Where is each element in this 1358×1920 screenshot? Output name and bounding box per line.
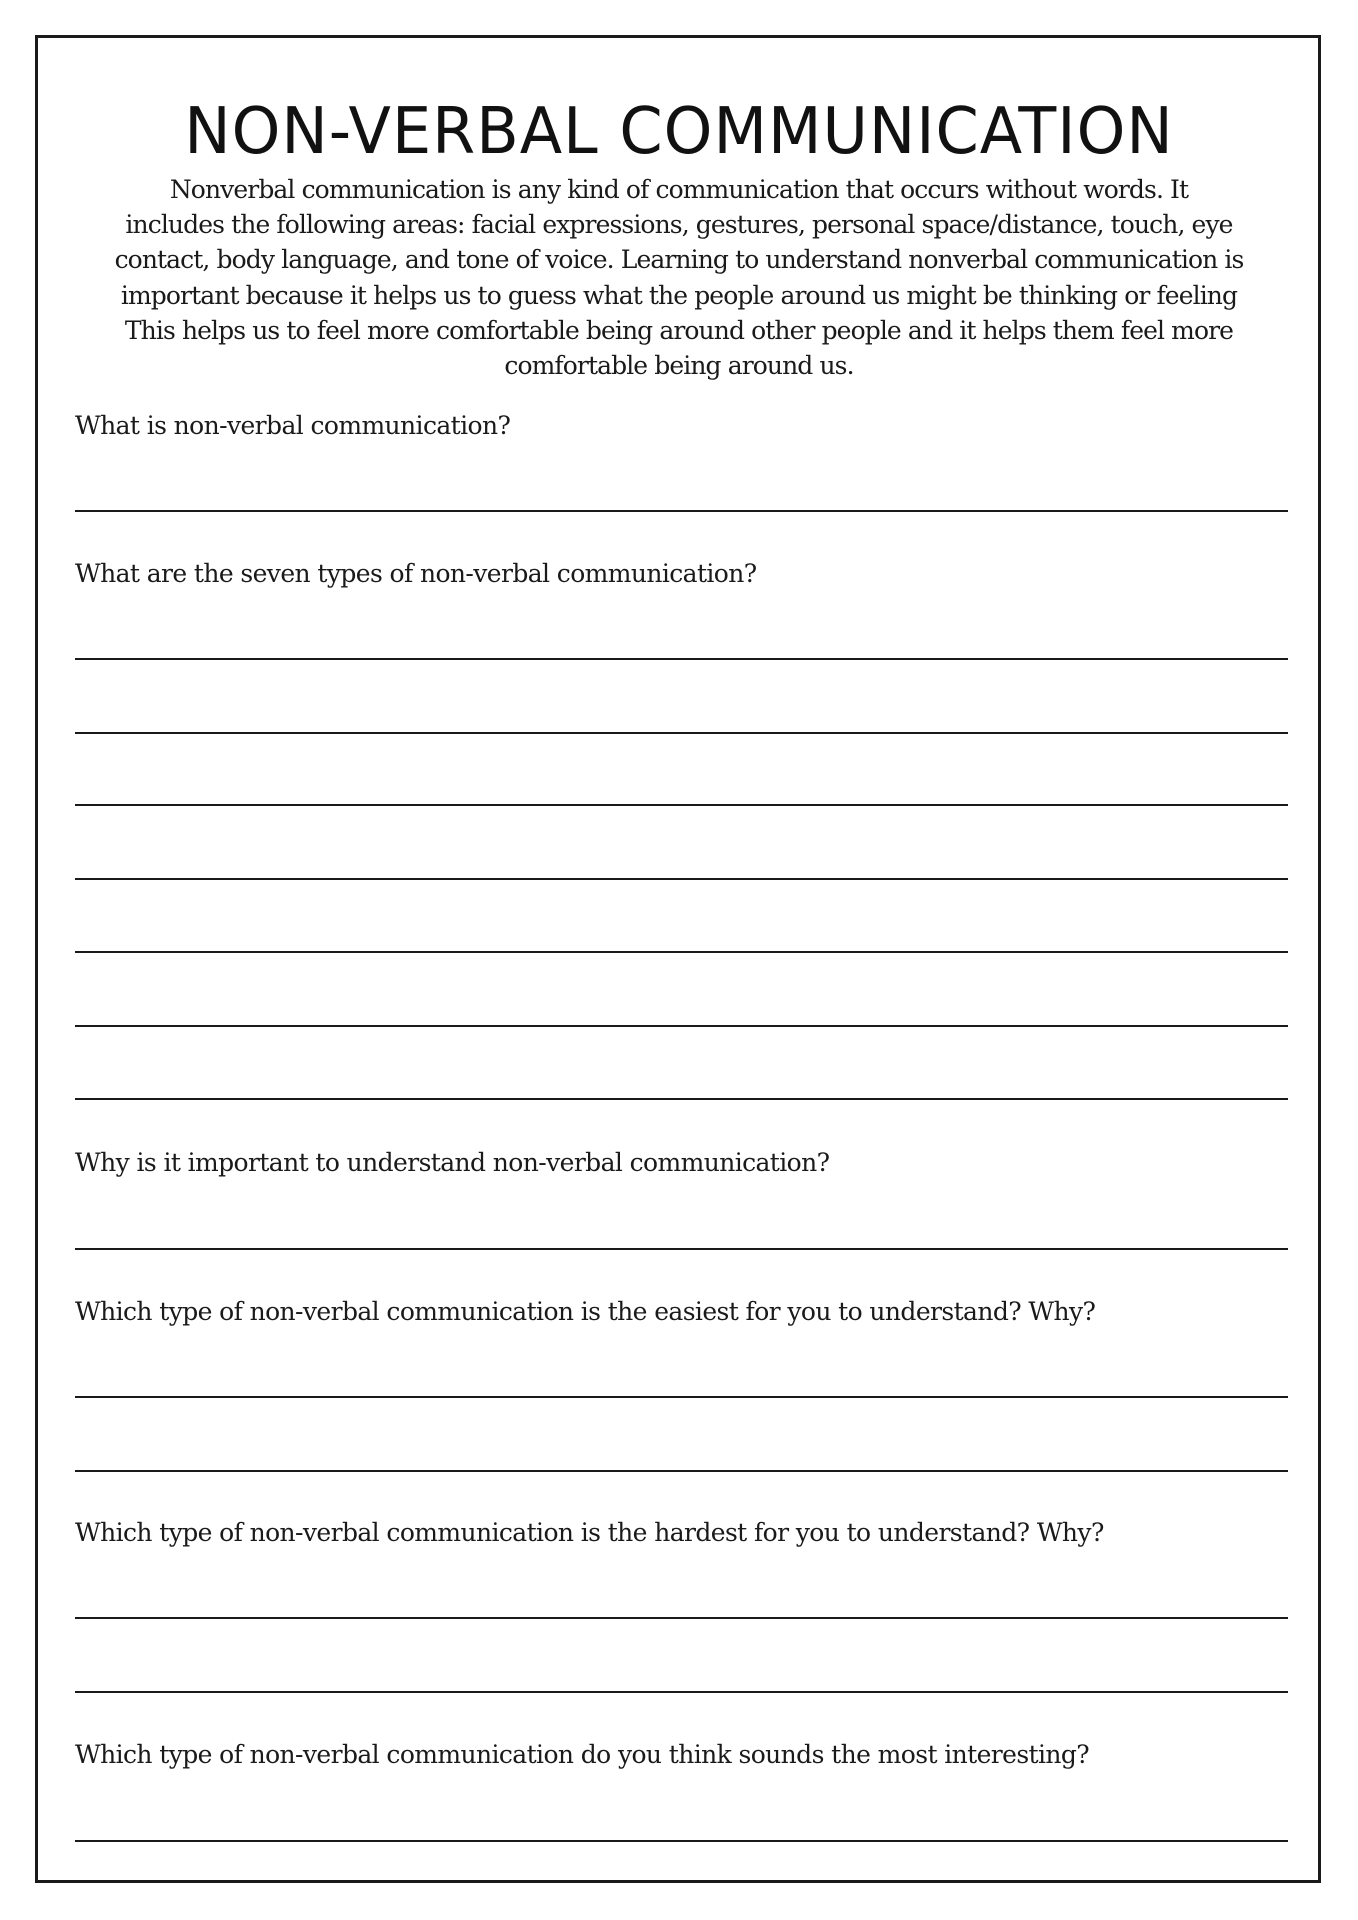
intro-line: comfortable being around us. [504, 351, 854, 381]
answer-line[interactable] [75, 951, 1288, 953]
answer-line[interactable] [75, 1840, 1288, 1842]
question-5: Which type of non-verbal communication is the hardest for you to understand? Why? [75, 1518, 1104, 1547]
intro-line: includes the following areas: facial expressions, gestures, personal space/distance, touch, eye [125, 210, 1233, 240]
answer-line[interactable] [75, 658, 1288, 660]
answer-line[interactable] [75, 732, 1288, 734]
intro-paragraph [70, 172, 1288, 383]
answer-line[interactable] [75, 510, 1288, 512]
question-3: Why is it important to understand non-verbal communication? [75, 1148, 830, 1177]
answer-line[interactable] [75, 1396, 1288, 1398]
question-2: What are the seven types of non-verbal communication? [75, 559, 757, 588]
intro-line: important because it helps us to guess what the people around us might be thinking or feeling [120, 280, 1238, 310]
intro-line: This helps us to feel more comfortable being around other people and it helps them feel more [124, 315, 1234, 345]
worksheet-title: NON-VERBAL COMMUNICATION [184, 92, 1174, 169]
answer-line[interactable] [75, 1617, 1288, 1619]
answer-line[interactable] [75, 1691, 1288, 1693]
answer-line[interactable] [75, 878, 1288, 880]
intro-line: contact, body language, and tone of voice. Learning to understand nonverbal communication is [114, 245, 1244, 275]
question-6: Which type of non-verbal communication do you think sounds the most interesting? [75, 1740, 1090, 1769]
answer-line[interactable] [75, 1248, 1288, 1250]
intro-line: Nonverbal communication is any kind of communication that occurs without words. It [169, 175, 1189, 204]
answer-line[interactable] [75, 1098, 1288, 1100]
answer-line[interactable] [75, 804, 1288, 806]
answer-line[interactable] [75, 1470, 1288, 1472]
question-1: What is non-verbal communication? [75, 411, 511, 440]
answer-line[interactable] [75, 1025, 1288, 1027]
question-4: Which type of non-verbal communication is the easiest for you to understand? Why? [75, 1297, 1096, 1326]
